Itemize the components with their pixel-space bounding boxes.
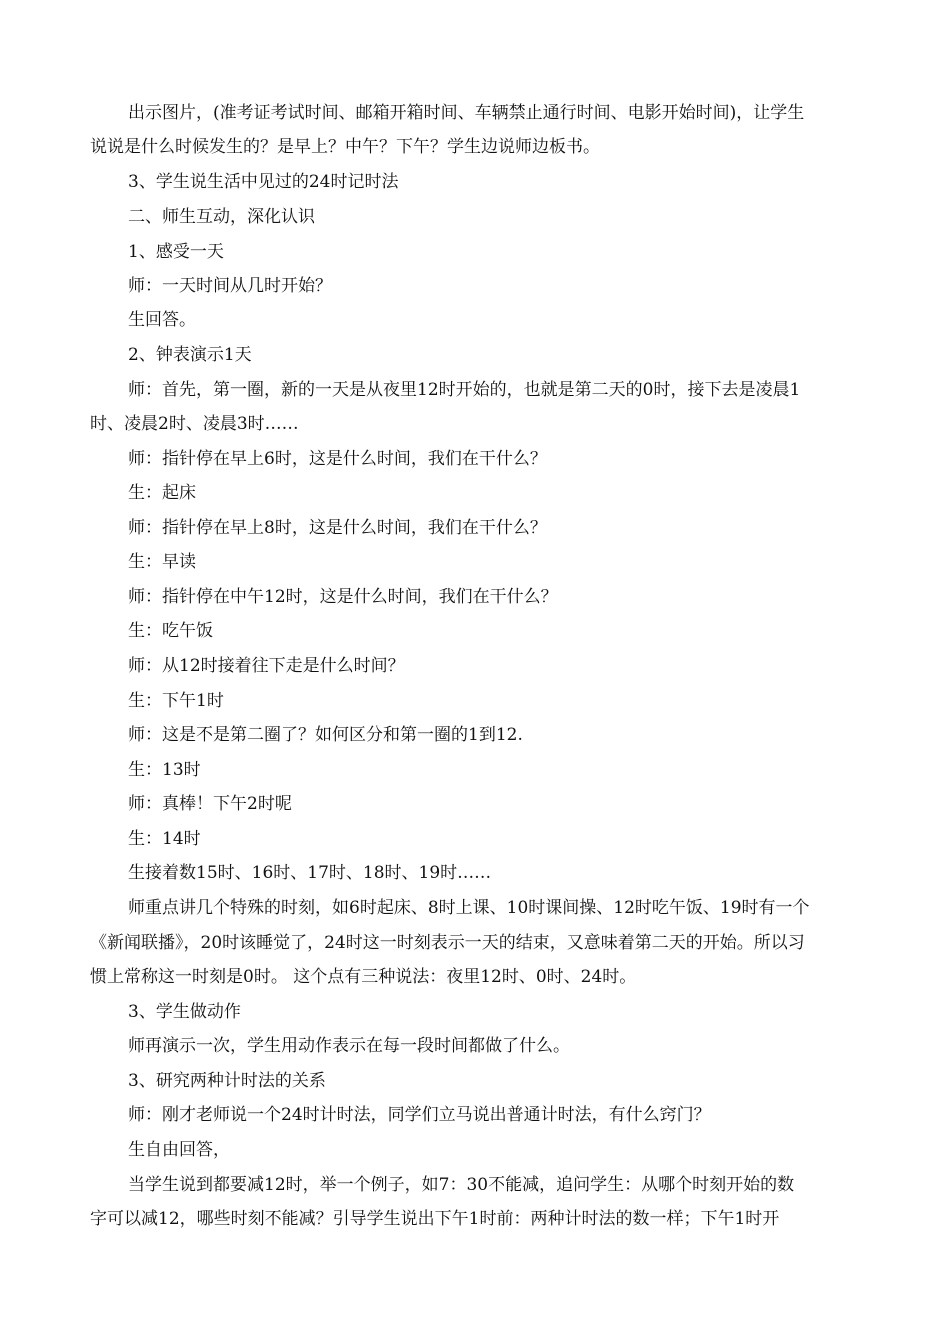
- section-heading: 3、学生说生活中见过的24时记时法: [128, 172, 399, 192]
- section-heading: 3、研究两种计时法的关系: [128, 1071, 326, 1091]
- dialogue-line: 生：起床: [128, 483, 196, 503]
- dialogue-line: 师：刚才老师说一个24时计时法，同学们立马说出普通计时法，有什么窍门？: [128, 1105, 711, 1125]
- dialogue-line: 师：指针停在早上8时，这是什么时间，我们在干什么？: [128, 518, 547, 538]
- paragraph-line: 说说是什么时候发生的？是早上？中午？下午？学生边说师边板书。: [90, 137, 600, 157]
- section-heading: 2、钟表演示1天: [128, 345, 252, 365]
- paragraph-line: 师重点讲几个特殊的时刻，如6时起床、8时上课、10时课间操、12时吃午饭、19时有一个: [128, 898, 810, 918]
- dialogue-line: 生回答。: [128, 310, 196, 330]
- dialogue-line: 生：13时: [128, 760, 201, 780]
- dialogue-line: 生：14时: [128, 829, 201, 849]
- dialogue-line: 生：下午1时: [128, 691, 224, 711]
- paragraph-line: 当学生说到都要减12时，举一个例子，如7：30不能减，追问学生：从哪个时刻开始的数: [128, 1175, 795, 1195]
- paragraph-line: 出示图片，(准考证考试时间、邮箱开箱时间、车辆禁止通行时间、电影开始时间)，让学生: [128, 103, 805, 123]
- paragraph-line: 《新闻联播》，20时该睡觉了，24时这一时刻表示一天的结束，又意味着第二天的开始。所以习: [90, 933, 805, 953]
- paragraph-line: 生接着数15时、16时、17时、18时、19时……: [128, 863, 492, 883]
- dialogue-line: 师：指针停在早上6时，这是什么时间，我们在干什么？: [128, 449, 547, 469]
- paragraph-line: 字可以减12，哪些时刻不能减？引导学生说出下午1时前：两种计时法的数一样；下午1时开: [90, 1209, 780, 1229]
- dialogue-line: 时、凌晨2时、凌晨3时……: [90, 414, 299, 434]
- dialogue-line: 师：从12时接着往下走是什么时间？: [128, 656, 405, 676]
- section-heading: 3、学生做动作: [128, 1002, 241, 1022]
- section-heading: 1、感受一天: [128, 242, 224, 262]
- dialogue-line: 师：首先，第一圈，新的一天是从夜里12时开始的，也就是第二天的0时，接下去是凌晨1: [128, 380, 801, 400]
- dialogue-line: 师：指针停在中午12时，这是什么时间，我们在干什么？: [128, 587, 558, 607]
- paragraph-line: 惯上常称这一时刻是0时。 这个点有三种说法：夜里12时、0时、24时。: [90, 967, 637, 987]
- section-heading: 二、师生互动，深化认识: [128, 207, 315, 227]
- dialogue-line: 师：这是不是第二圈了？如何区分和第一圈的1到12.: [128, 725, 523, 745]
- dialogue-line: 生：早读: [128, 552, 196, 572]
- paragraph-line: 生自由回答，: [128, 1140, 230, 1160]
- paragraph-line: 师再演示一次，学生用动作表示在每一段时间都做了什么。: [128, 1036, 570, 1056]
- dialogue-line: 师：真棒！下午2时呢: [128, 794, 292, 814]
- dialogue-line: 师：一天时间从几时开始？: [128, 276, 332, 296]
- dialogue-line: 生：吃午饭: [128, 621, 213, 641]
